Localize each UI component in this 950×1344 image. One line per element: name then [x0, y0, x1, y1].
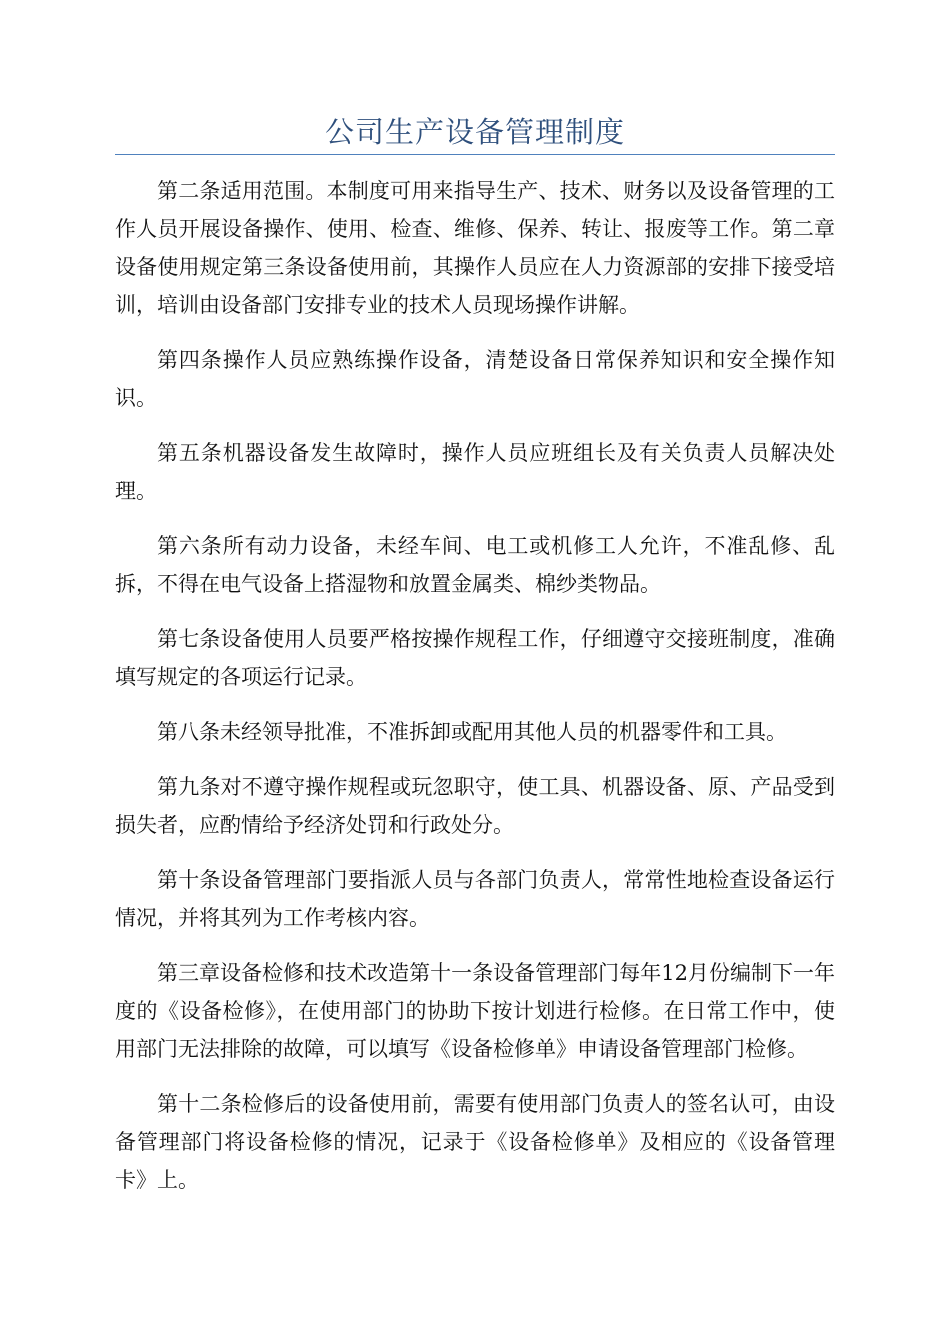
paragraph-article-8: 第八条未经领导批准，不准拆卸或配用其他人员的机器零件和工具。 — [157, 720, 787, 744]
paragraph-article-10: 第十条设备管理部门要指派人员与各部门负责人，常常性地检查设备运行情况，并将其列为工作考核内容。 — [115, 868, 835, 930]
paragraph-article-12: 第十二条检修后的设备使用前，需要有使用部门负责人的签名认可，由设备管理部门将设备检修的情况，记录于《设备检修单》及相应的《设备管理卡》上。 — [115, 1092, 835, 1192]
paragraph-article-6: 第六条所有动力设备，未经车间、电工或机修工人允许，不准乱修、乱拆，不得在电气设备上搭湿物和放置金属类、棉纱类物品。 — [115, 534, 835, 596]
paragraph-article-11: 第三章设备检修和技术改造第十一条设备管理部门每年12月份编制下一年度的《设备检修》，在使用部门的协助下按计划进行检修。在日常工作中，使用部门无法排除的故障，可以填写《设备检修单》申请设备管理部门检修。 — [115, 961, 835, 1061]
document-body — [115, 172, 835, 1216]
paragraph-article-2: 第二条适用范围。本制度可用来指导生产、技术、财务以及设备管理的工作人员开展设备操作、使用、检查、维修、保养、转让、报废等工作。第二章设备使用规定第三条设备使用前，其操作人员应在人力资源部的安排下接受培训，培训由设备部门安排专业的技术人员现场操作讲解。 — [115, 179, 835, 317]
paragraph-article-9: 第九条对不遵守操作规程或玩忽职守，使工具、机器设备、原、产品受到损失者，应酌情给予经济处罚和行政处分。 — [115, 775, 835, 837]
paragraph-article-4: 第四条操作人员应熟练操作设备，清楚设备日常保养知识和安全操作知识。 — [115, 348, 835, 410]
paragraph-article-5: 第五条机器设备发生故障时，操作人员应班组长及有关负责人员解决处理。 — [115, 441, 835, 503]
paragraph-article-7: 第七条设备使用人员要严格按操作规程工作，仔细遵守交接班制度，准确填写规定的各项运行记录。 — [115, 627, 835, 689]
title-underline — [115, 154, 835, 155]
document-title: 公司生产设备管理制度 — [324, 115, 625, 149]
